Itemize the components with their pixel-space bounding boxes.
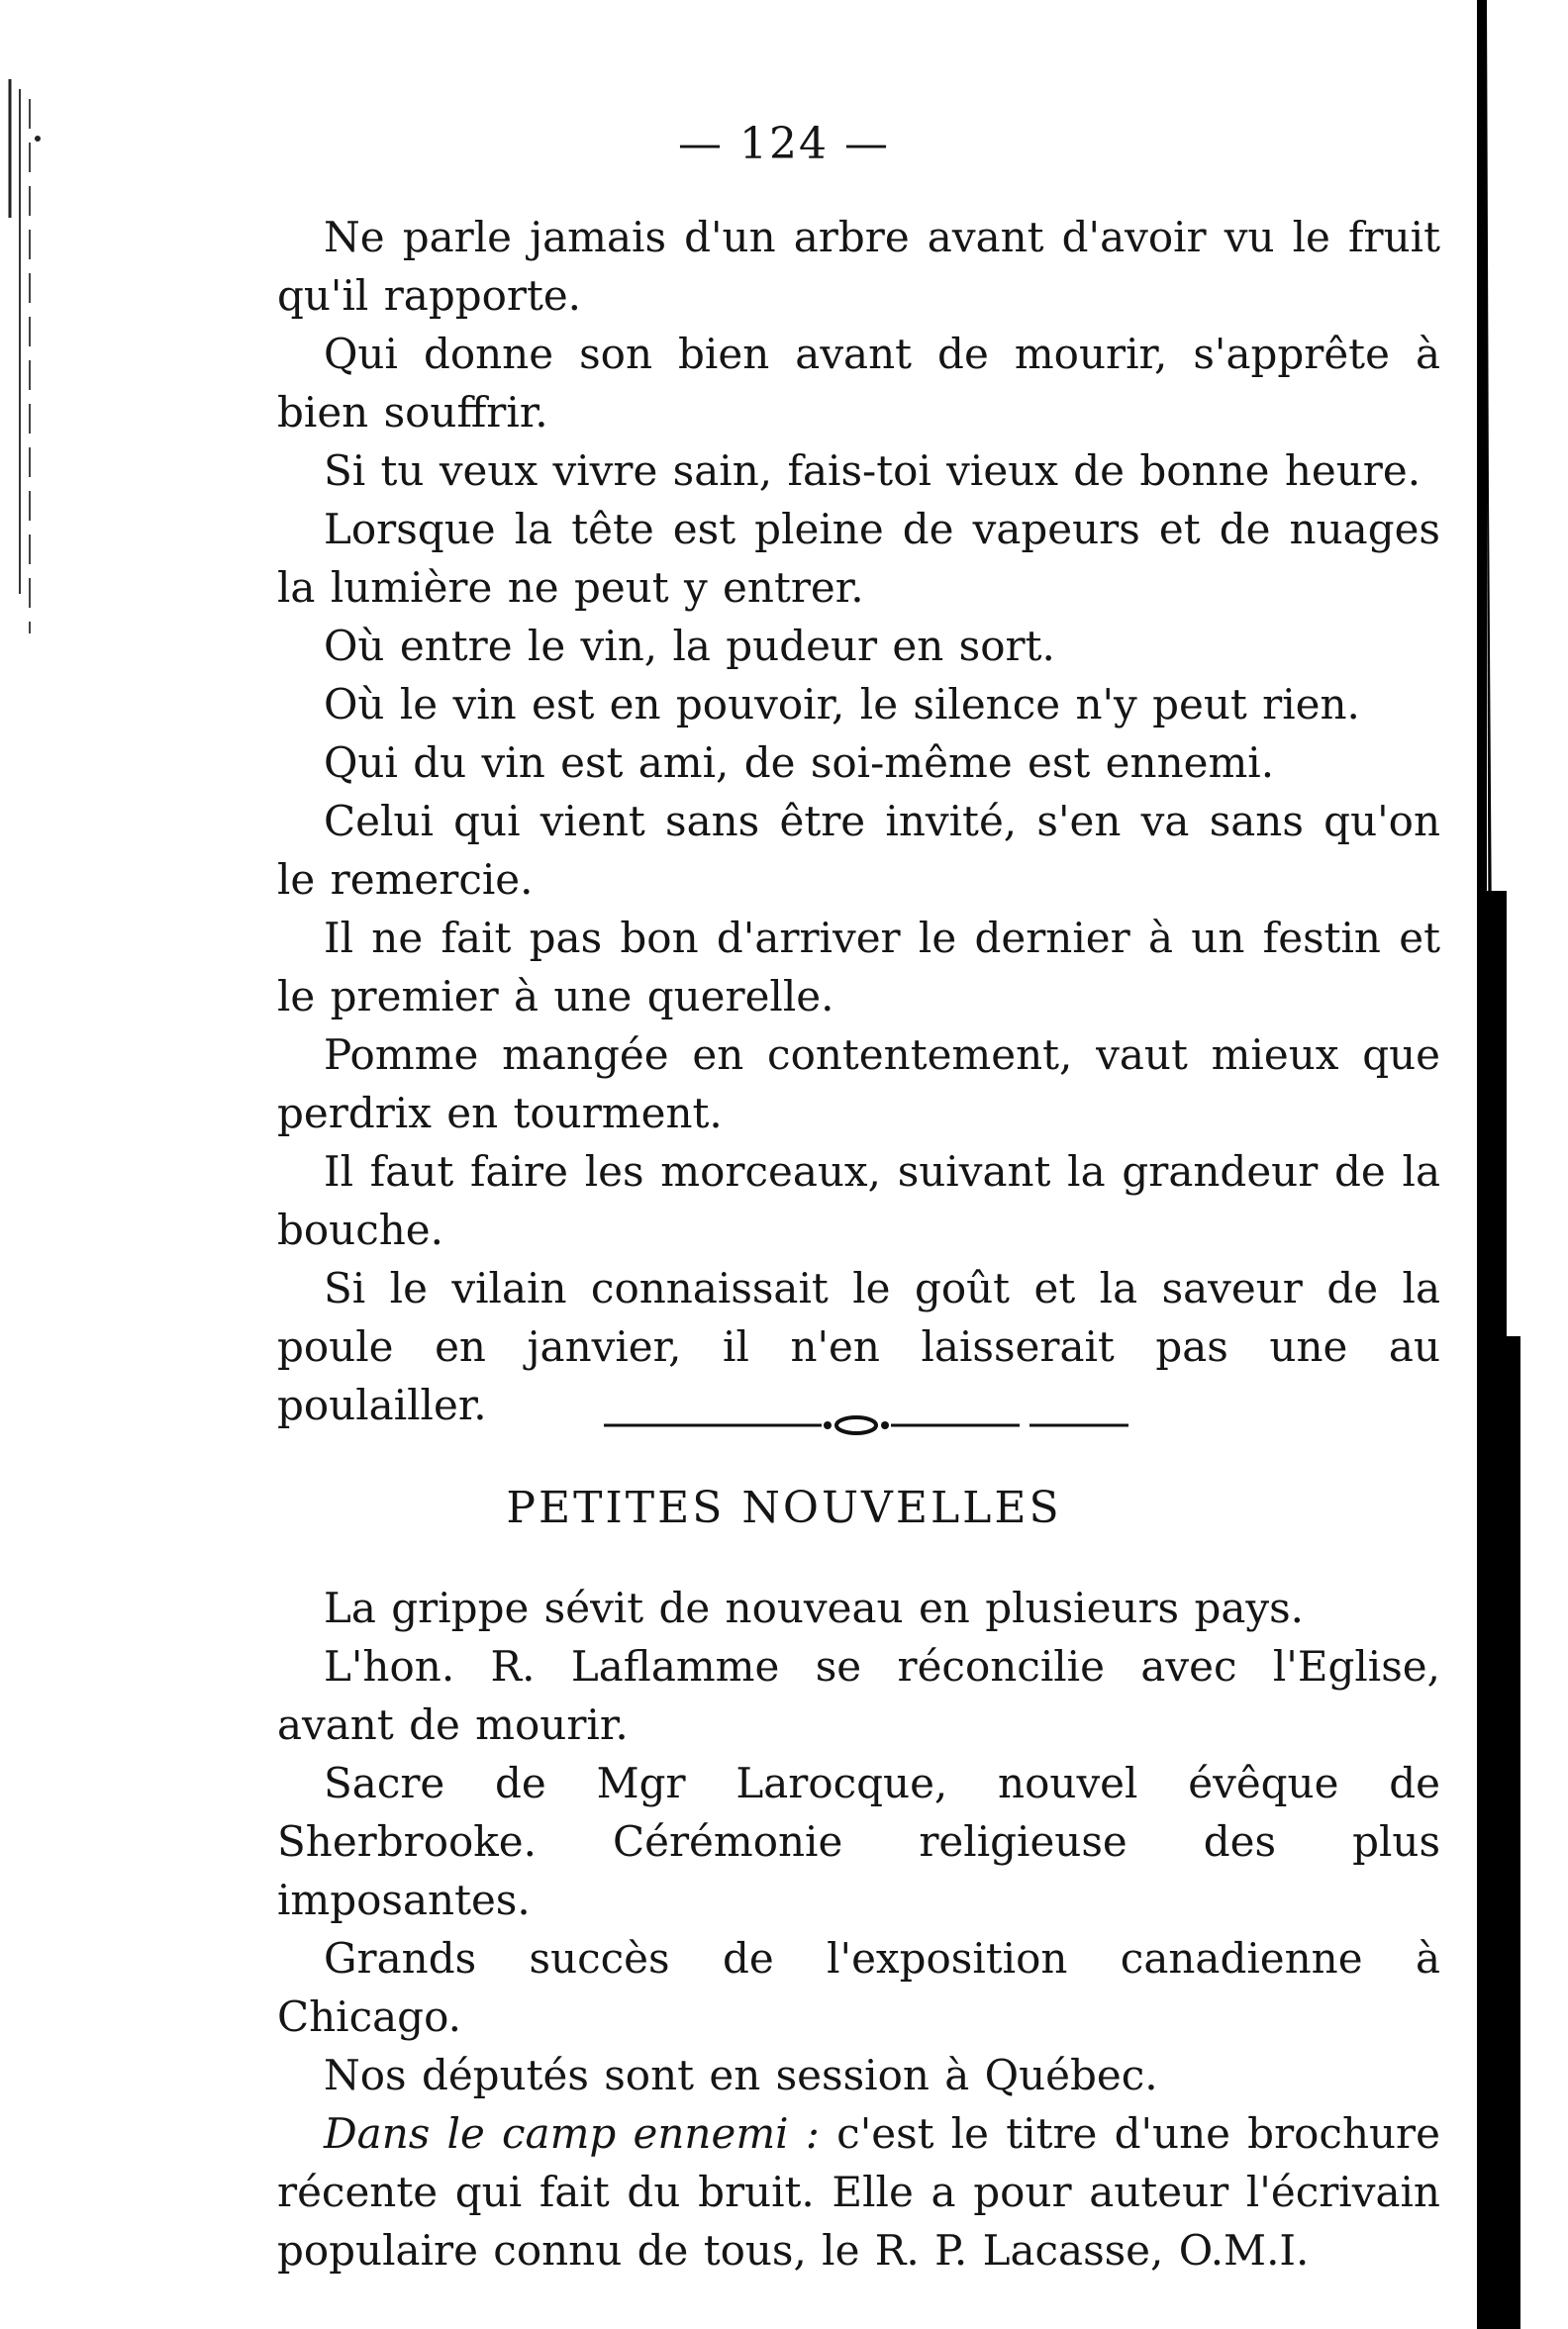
proverb: Si tu veux vivre sain, fais-toi vieux de bonne heure. xyxy=(324,446,1421,495)
scan-margin-marks xyxy=(6,79,46,772)
news-item-brochure xyxy=(277,2104,1440,2280)
proverb: Où entre le vin, la pudeur en sort. xyxy=(324,622,1055,670)
proverb: Il ne fait pas bon d'arriver le dernier à un festin et le premier à une querelle. xyxy=(277,914,1440,1020)
proverb: Celui qui vient sans être invité, s'en va sans qu'on le remercie. xyxy=(277,797,1440,904)
brochure-description: c'est le titre d'une brochure récente qui fait du bruit. Elle a pour auteur l'écrivain populaire connu de tous, le R. P. Lacasse, O.M.I. xyxy=(277,2109,1440,2275)
proverbs-list xyxy=(277,208,1440,1434)
proverb: Qui du vin est ami, de soi-même est ennemi. xyxy=(324,738,1275,787)
proverb: Il faut faire les morceaux, suivant la grandeur de la bouche. xyxy=(277,1147,1440,1254)
news-item: Sacre de Mgr Larocque, nouvel évêque de Sherbrooke. Cérémonie religieuse des plus imposantes. xyxy=(277,1759,1440,1924)
brochure-title: Dans le camp ennemi : xyxy=(324,2109,820,2158)
ornamental-separator xyxy=(604,1406,1128,1445)
page-number: — 124 — xyxy=(678,119,890,169)
proverb: Lorsque la tête est pleine de vapeurs et de nuages la lumière ne peut y entrer. xyxy=(277,505,1440,612)
scan-edge-shadow xyxy=(1463,0,1522,2329)
news-item: Grands succès de l'exposition canadienne à Chicago. xyxy=(277,1934,1440,2041)
news-item: L'hon. R. Laflamme se réconcilie avec l'Eglise, avant de mourir. xyxy=(277,1642,1440,1749)
proverb: Où le vin est en pouvoir, le silence n'y peut rien. xyxy=(324,680,1360,728)
proverb: Pomme mangée en contentement, vaut mieux que perdrix en tourment. xyxy=(277,1030,1440,1137)
news-item: La grippe sévit de nouveau en plusieurs pays. xyxy=(324,1584,1305,1632)
proverb: Si le vilain connaissait le goût et la saveur de la poule en janvier, il n'en laisserait pas une au poulailler. xyxy=(277,1264,1440,1429)
news-item: Nos députés sont en session à Québec. xyxy=(324,2051,1158,2099)
news-list xyxy=(277,1579,1440,2280)
proverb: Qui donne son bien avant de mourir, s'apprête à bien souffrir. xyxy=(277,330,1440,437)
section-title: PETITES NOUVELLES xyxy=(506,1483,1062,1533)
proverb: Ne parle jamais d'un arbre avant d'avoir vu le fruit qu'il rapporte. xyxy=(277,213,1440,320)
